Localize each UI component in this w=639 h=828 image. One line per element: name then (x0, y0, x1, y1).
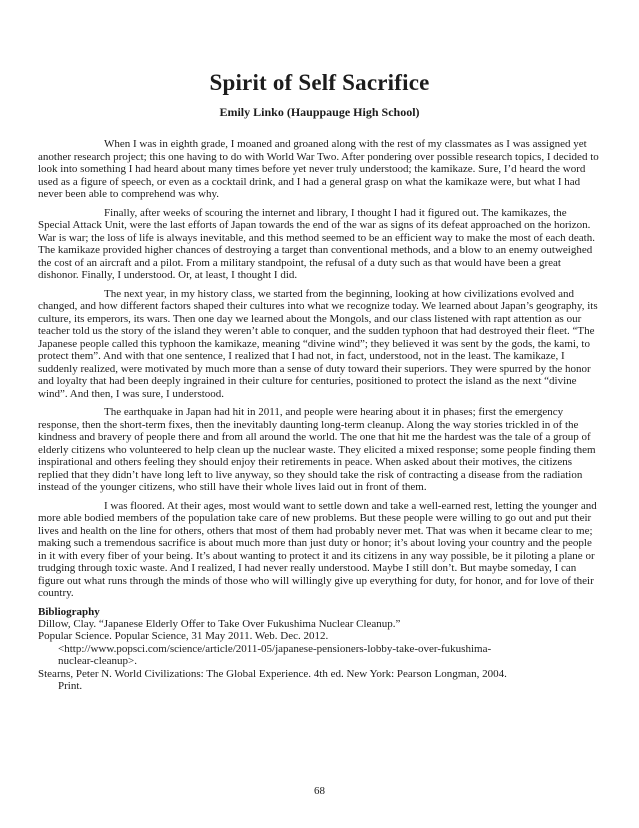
bibliography-line: Print. (58, 679, 83, 692)
bibliography-line: Stearns, Peter N. World Civilizations: The Global Experience. 4th ed. New York: Pearson Longman, 2004. (38, 667, 507, 680)
essay-paragraph: The earthquake in Japan had hit in 2011, and people were hearing about it in phases; first the emergency response, then the short-term fixes, then the inevitably daunting long-term cleanup. Along the way stories trickled in of the kindness and bravery of people there and from all around the world. The one that hit me the hardest was the tale of a group of elderly citizens who volunteered to help clean up the nuclear waste. They elicited a mixed response; some people finding them inspirational and others feeling they should enjoy their retirements in peace. When asked about their motives, the citizens replied that they didn’t have long left to live anyway, so they should take the risk of contracting a disease from the radiation instead of the younger citizens, who still have their whole lives laid out in front of them. (38, 406, 596, 493)
essay-paragraph: The next year, in my history class, we started from the beginning, looking at how civilizations evolved and changed, and how different factors shaped their cultures into what we recognize today. We learned about Japan’s geography, its culture, its emperors, its wars. Then one day we learned about the Mongols, and our class listened with rapt attention as our teacher told us the story of the island they weren’t able to conquer, and the sudden typhoon that had destroyed their fleet. “The Japanese people called this typhoon the kamikaze, meaning “divine wind”; they believed it was sent by the gods, the kami, to protect them”. And with that one sentence, I realized that I had not, in fact, understood, not in the least. The kamikaze, I suddenly realized, were motivated by much more than a sense of duty toward their superiors. They were spurred by the honor and loyalty that had been deeply ingrained in their culture for centuries, positioned to protect the island as the next “divine wind”. And then, I was sure, I understood. (38, 287, 598, 400)
bibliography-section (38, 606, 601, 693)
bibliography-line: nuclear-cleanup>. (58, 655, 137, 668)
bibliography-line: <http://www.popsci.com/science/article/2011-05/japanese-pensioners-lobby-take-over-fukushima- (58, 642, 492, 655)
essay-paragraph: Finally, after weeks of scouring the internet and library, I thought I had it figured out. The kamikazes, the Special Attack Unit, were the last efforts of Japan towards the end of the war as signs of its defeat approached on the horizon. War is war; the loss of life is always inevitable, and this method seemed to be an efficient way to make the most of each death. The kamikaze provided higher chances of destroying a target than conventional methods, and a blow to an enemy outweighed the cost of an aircraft and a pilot. From a military standpoint, the refusal of a duty such as that would have been a great dishonor. Finally, I understood. Or, at least, I thought I did. (38, 206, 595, 281)
bibliography-heading: Bibliography (38, 605, 100, 618)
essay-paragraph: When I was in eighth grade, I moaned and groaned along with the rest of my classmates as I was assigned yet another research project; this one having to do with World War Two. After pondering over possible research topics, I decided to look into something I had heard about many times before yet never truly understood; the kamikaze. Sure, I’d heard the word used as a figure of speech, or even as a cocktail drink, and I had a general grasp on what the kamikaze were, but what I had never been able to comprehend was why. (38, 138, 599, 200)
author-line: Emily Linko (Hauppauge High School) (219, 105, 420, 119)
page-title: Spirit of Self Sacrifice (209, 70, 430, 95)
page-number: 68 (314, 785, 325, 797)
bibliography-line: Popular Science. Popular Science, 31 May 2011. Web. Dec. 2012. (38, 630, 329, 643)
essay-paragraph: I was floored. At their ages, most would want to settle down and take a well-earned rest, letting the younger and more able bodied members of the population take care of new problems. But these people were willing to go out and put their lives and health on the line for others, others that most of them had probably never met. That was when it became clear to me; making such a tremendous sacrifice is about much more than just duty or honor; it’s about loving your country and the people in it with every fiber of your being. It’s about wanting to protect it and its citizens in any way possible, be it piloting a plane or trudging through toxic waste. And I realized, I had never really understood. Maybe I still don’t. But maybe someday, I can figure out what runs through the minds of those who will willingly give up everything for duty, for honor, and for love of their country. (38, 499, 597, 599)
essay-body (38, 138, 601, 600)
bibliography-line: Dillow, Clay. “Japanese Elderly Offer to Take Over Fukushima Nuclear Cleanup.” (38, 617, 401, 630)
